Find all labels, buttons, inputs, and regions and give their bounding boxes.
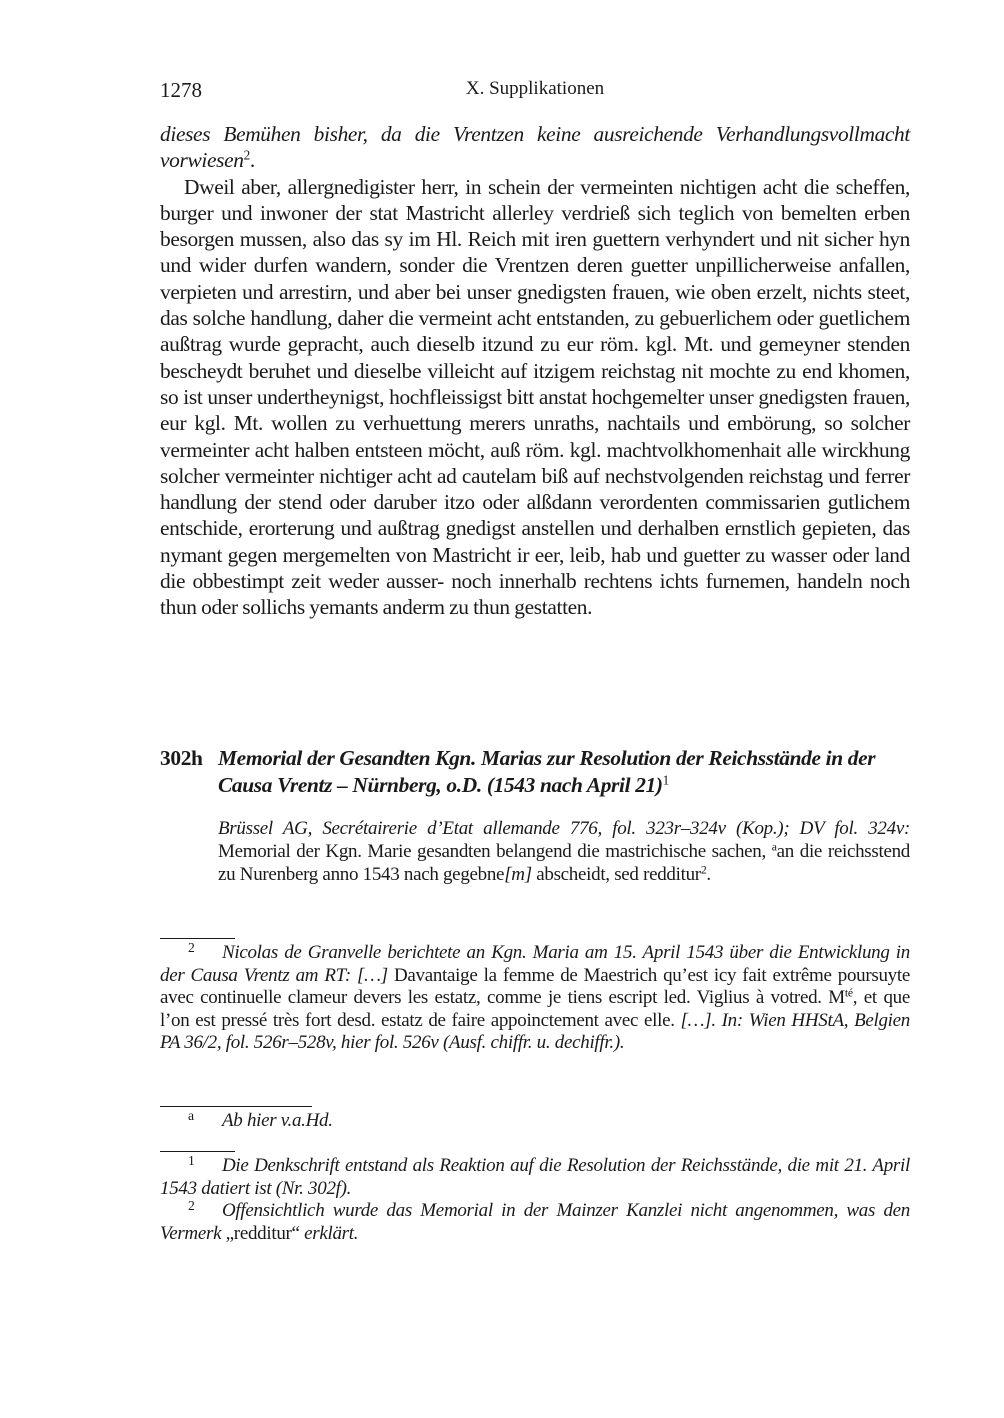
footnote-text: Die Denkschrift entstand als Reaktion auf die Resolution der Reichsstände, die mit 21. April 1543 datiert ist (Nr. 302f). <box>160 1155 910 1199</box>
footnote-citation: […]. In: Wien HHStA, Belgien PA 36/2, fol. 526r–528v, hier fol. 526v (Ausf. chiffr. u. dechiffr.). <box>160 1009 910 1054</box>
footnote-italic: Nicolas de Granvelle berichtete an Kgn. Maria am 15. April 1543 über die Entwicklung in der Causa Vrentz am RT: […] <box>160 942 910 986</box>
source-archive: Brüssel AG, Secrétairerie d’Etat allemande 776, fol. 323r–324v (Kop.); DV fol. 324v: <box>218 818 910 839</box>
running-title: X. Supplikationen <box>465 78 605 99</box>
petition-paragraph: Dweil aber, allergnedigister herr, in schein der vermeinten nichtigen acht die scheffen, burger und inwoner der stat Mastricht allerley verdrieß sich teglich von bemelten erben besorgen mussen, also das sy im Hl. Reich mit iren guettern verhyndert und nit sicher hyn und wider durfen wandern, sonder die Vrentzen deren guetter unpillicherweise anfallen, verpieten und arrestirn, und aber bei unser gnedigsten frauen, wie oben erzelt, nichts steet, das solche handlung, daher die vermeint acht entstanden, zu gebuerlichem oder guetlichem außtrag wurde gepracht, auch dieselb itzund zu eur röm. kgl. Mt. und gemeyner stenden bescheydt beruhet und dieselbe villeicht auf itzigem reichstag nit mochte zu end khomen, so ist unser undertheynigst, hochfleissigst bitt anstat hochgemelter unser gnedigsten frauen, eur kgl. Mt. wollen zu verhuettung merers unraths, nachtails und embörung, so solcher vermeinter acht halben entsteen möcht, auß röm. kgl. machtvolkhomenhait alle wirckhung solcher vermeinter nichtiger acht ad cautelam biß auf nechstvolgenden reichstag und ferrer handlung der stend oder daruber itzo oder alßdann verordenten commissarien gutlichem entschide, erorterung und außtrag gnedigst anstellen und derhalben ernstlich gepieten, das nymant gegen mergemelten von Mastricht ir eer, leib, hab und guetter zu wasser oder land die obbestimpt zeit weder ausser- noch innerhalb rechtens ichts furnemen, handeln noch thun oder sollichs yemants anderm zu thun gestatten. <box>160 174 910 620</box>
intro-end: . <box>249 148 255 173</box>
document-number: 302h <box>160 746 203 770</box>
source-text: an die reichsstend zu Nurenberg anno 1543 nach gegebne <box>218 840 910 885</box>
running-header <box>160 78 910 108</box>
footnote-2: 2 Offensichtlich wurde das Memorial in der Mainzer Kanzlei nicht angenommen, was den Vermerk „redditur“ erklärt. <box>160 1198 910 1244</box>
footnote-1: 1 Die Denkschrift entstand als Reaktion auf die Resolution der Reichsstände, die mit 21. April 1543 datiert ist (Nr. 302f). <box>160 1152 910 1199</box>
footnote-prev-2: 2 Nicolas de Granvelle berichtete an Kgn. Maria am 15. April 1543 über die Entwicklung in der Causa Vrentz am RT: […] Davantaige la femme de Maestrich qu’est icy fait extrême poursuyte avec continuelle clameur devers les estatz, comme je tiens escript led. Viglius à votred. $M^{té}$, et que l’on est pressé très fort desd. estatz de faire appoinctement avec elle. […]. In: Wien HHStA, Belgien PA 36/2, fol. 526r–528v, hier fol. 526v (Ausf. chiffr. u. dechiffr.). <box>160 939 910 1054</box>
document-heading <box>160 745 910 798</box>
footnote-quote: „redditur“ <box>221 1222 305 1244</box>
variant-rule <box>160 1106 312 1107</box>
superscript: té <box>844 986 853 1000</box>
page-number: 1278 <box>160 78 202 102</box>
intro-italic: dieses Bemühen bisher, da die Vrentzen keine ausreichende Verhandlungsvollmacht vorwiesen <box>160 122 910 173</box>
footnotes <box>160 1152 910 1245</box>
document-title-text: Memorial der Gesandten Kgn. Marias zur Resolution der Reichsstände in der Causa Vrentz – Nürnberg, o.D. (1543 nach April 21) <box>218 746 876 797</box>
footnote-text: erklärt. <box>304 1222 359 1244</box>
source-note <box>218 818 910 886</box>
footnote-quote: Davantaige la femme de Maestrich qu’est icy fait extrême poursuyte avec continuelle clameur devers les estatz, comme je tiens escript led. Viglius à votred. M <box>160 964 910 1009</box>
variant-text: Ab hier v.a.Hd. <box>222 1110 333 1131</box>
variant-ref: a <box>771 840 777 854</box>
document-title <box>218 745 910 798</box>
footnote-rule <box>160 938 235 939</box>
source-end: . <box>706 863 711 885</box>
footnote-ref: 2 <box>243 148 250 163</box>
main-text <box>160 121 910 621</box>
emendation: [m] <box>504 863 532 885</box>
footnote-quote: , et que l’on est pressé très fort desd. estatz de faire appoinctement avec elle. <box>160 987 910 1031</box>
footnote-text: Offensichtlich wurde das Memorial in der Mainzer Kanzlei nicht angenommen, was den Vermerk <box>160 1200 910 1244</box>
variant-note-a: a Ab hier v.a.Hd. <box>188 1107 333 1131</box>
intro-commentary <box>160 121 910 174</box>
footnote-rule <box>160 1151 235 1152</box>
source-text: abscheidt, sed redditur <box>531 863 701 885</box>
footnote-ref: 2 <box>700 863 707 877</box>
source-text: Memorial der Kgn. Marie gesandten belangend die mastrichische sachen, <box>218 840 772 862</box>
footnote-ref: 1 <box>662 772 669 788</box>
